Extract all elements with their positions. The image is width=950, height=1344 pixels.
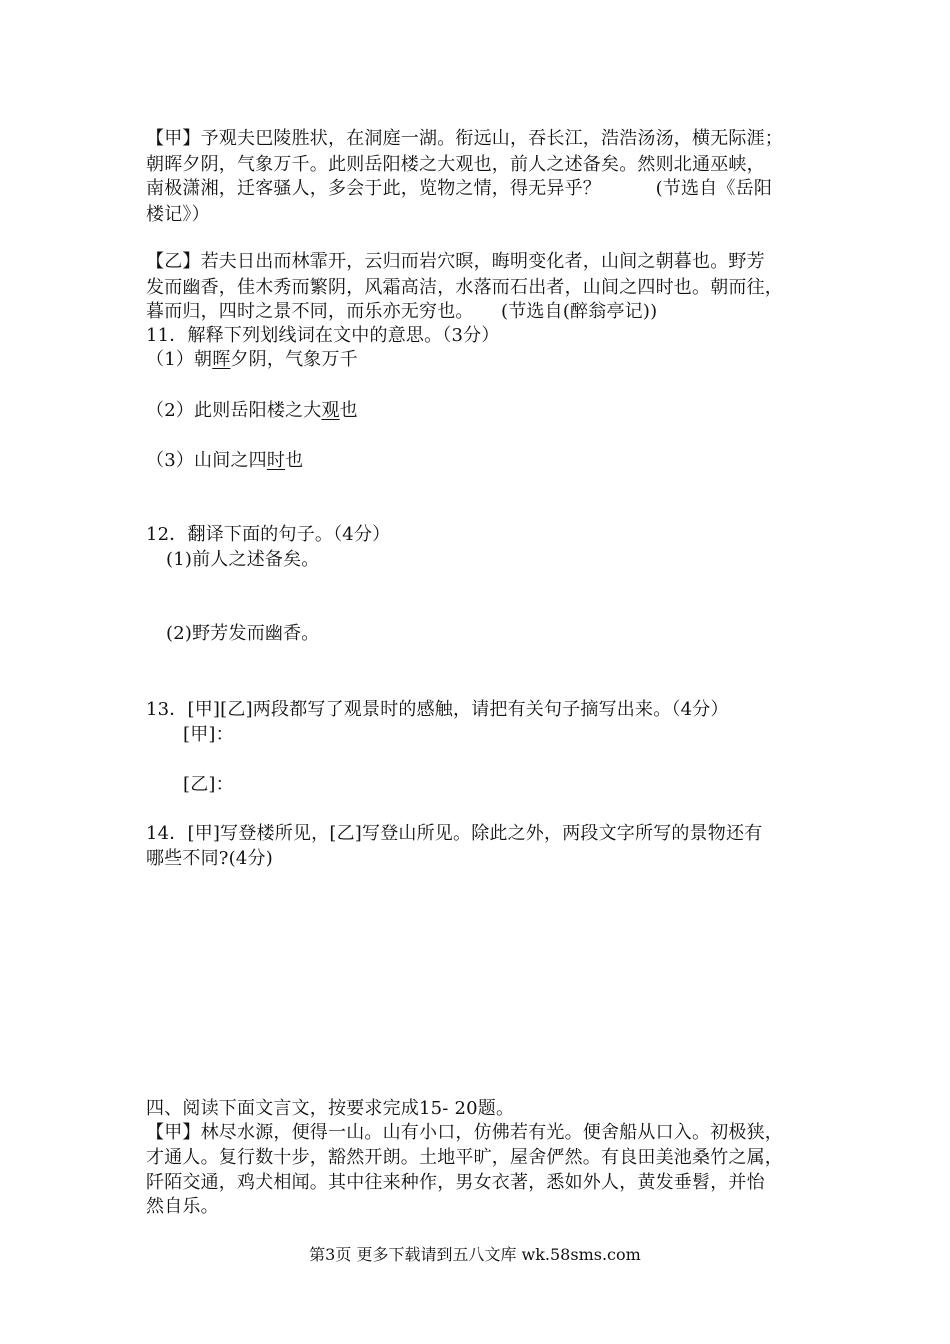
section-4-line: 【甲】林尽水源，便得一山。山有小口，仿佛若有光。便舍船从口入。初极狭， [146,1122,783,1143]
underlined-word: 晖 [212,349,231,370]
underlined-word: 时 [266,450,286,471]
passage-a-line: 南极潇湘，迁客骚人，多会于此，览物之情，得无异乎？ (节选自《岳阳 [146,178,773,199]
passage-a-line: 楼记》） [146,204,210,225]
section-4-line: 然自乐。 [146,1196,219,1217]
item-text: 也 [285,450,304,471]
question-11-item-3 [146,449,303,473]
item-text: （1）朝 [146,349,213,370]
question-14-line: 哪些不同?(4分) [146,848,273,869]
question-14-line: 14．[甲]写登楼所见，[乙]写登山所见。除此之外，两段文字所写的景物还有 [146,823,763,844]
section-4-line: 阡陌交通，鸡犬相闻。其中往来种作，男女衣著，悉如外人，黄发垂髫，并怡 [146,1172,765,1193]
question-13-answer-a: [甲]： [183,724,234,745]
question-11-stem: 11．解释下列划线词在文中的意思。（3分） [146,325,500,346]
question-13-answer-b: [乙]： [183,774,234,795]
question-11-item-2 [146,399,358,423]
question-13-stem: 13．[甲][乙]两段都写了观景时的感触，请把有关句子摘写出来。（4分） [146,699,729,720]
item-text: 夕阴，气象万千 [230,349,358,370]
item-text: （3）山间之四 [146,450,267,471]
section-4-heading: 四、阅读下面文言文，按要求完成15- 20题。 [146,1098,515,1119]
section-4-line: 才通人。复行数十步，豁然开朗。土地平旷，屋舍俨然。有良田美池桑竹之属， [146,1147,783,1168]
passage-b-line: 暮而归，四时之景不同，而乐亦无穷也。 (节选自(醉翁亭记)) [146,301,658,322]
page-footer: 第3页 更多下载请到五八文库 wk.58sms.com [309,1245,641,1264]
passage-b-line: 发而幽香，佳木秀而繁阴，风霜高洁，水落而石出者，山间之四时也。朝而往， [146,277,783,298]
passage-a-line: 【甲】予观夫巴陵胜状，在洞庭一湖。衔远山，吞长江，浩浩汤汤，横无际涯； [146,128,783,149]
item-text: 也 [339,400,358,421]
passage-a-line: 朝晖夕阴，气象万千。此则岳阳楼之大观也，前人之述备矣。然则北通巫峡， [146,154,765,175]
passage-b-line: 【乙】若夫日出而林霏开，云归而岩穴暝，晦明变化者，山间之朝暮也。野芳 [146,251,765,272]
question-12-item-2: (2)野芳发而幽香。 [166,623,320,644]
question-12-item-1: (1)前人之述备矣。 [166,549,320,570]
underlined-word: 观 [321,400,340,421]
question-12-stem: 12．翻译下面的句子。（4分） [146,524,391,545]
item-text: （2）此则岳阳楼之大 [146,400,322,421]
question-11-item-1 [146,348,358,372]
